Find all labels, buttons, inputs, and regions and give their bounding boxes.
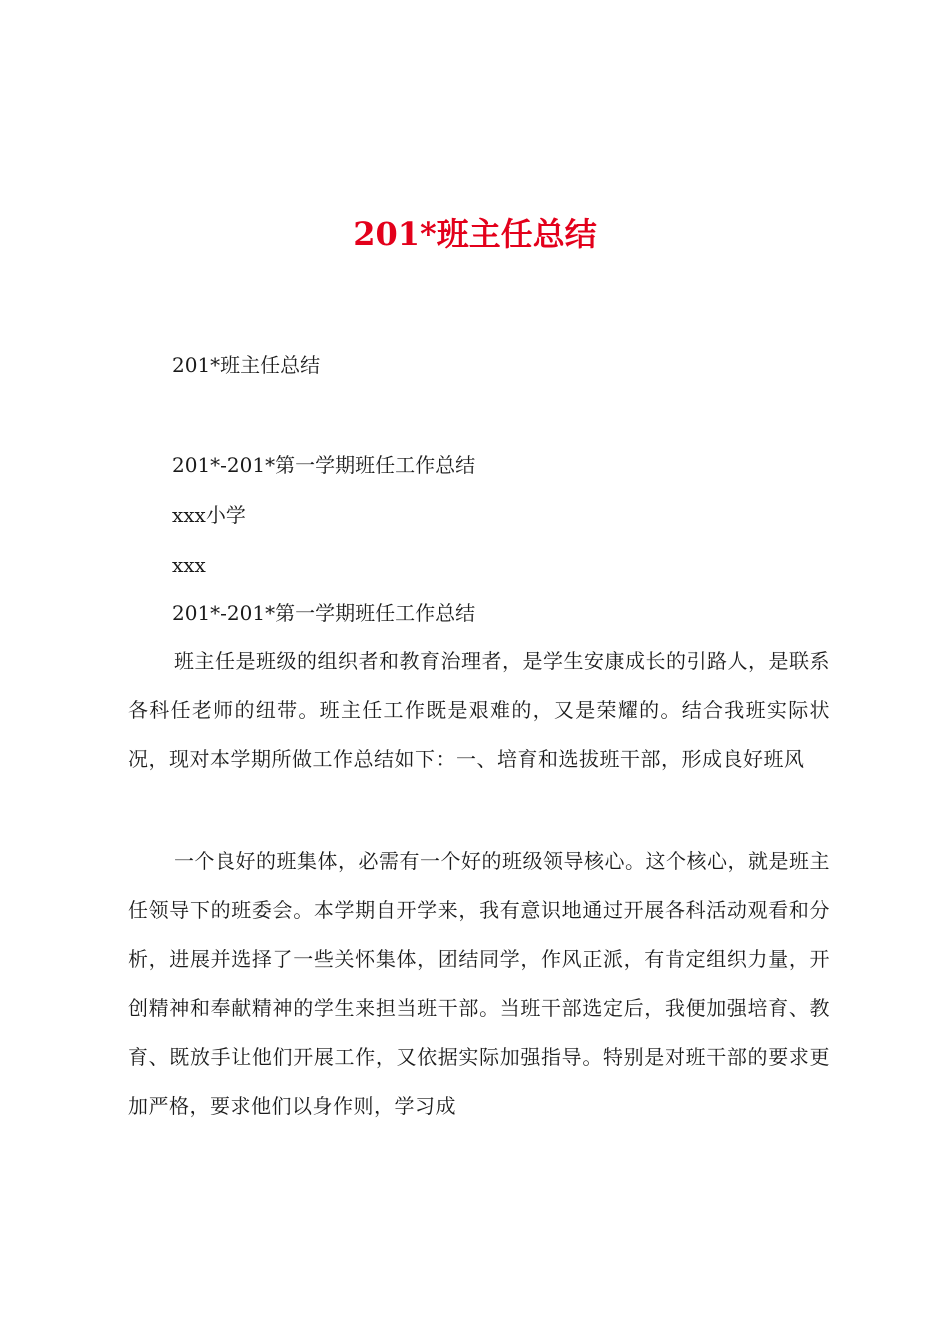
term-title-repeat: 201*-201*第一学期班任工作总结 — [172, 601, 476, 625]
term-title: 201*-201*第一学期班任工作总结 — [172, 453, 476, 477]
body-paragraph: 一个良好的班集体，必需有一个好的班级领导核心。这个核心，就是班主任领导下的班委会。本学期自开学来，我有意识地通过开展各科活动观看和分析，进展并选择了一些关怀集体，团结同学，作风正派，有肯定组织力量，开创精神和奉献精神的学生来担当班干部。当班干部选定后，我便加强培育、教育、既放手让他们开展工作，又依据实际加强指导。特别是对班干部的要求更加严格，要求他们以身作则，学习成 — [128, 849, 830, 1118]
document-title: 201*班主任总结 — [353, 215, 597, 253]
author-name: xxx — [172, 553, 206, 577]
school-name: xxx小学 — [172, 503, 246, 527]
document-heading: 201*班主任总结 — [172, 353, 321, 377]
body-paragraph: 班主任是班级的组织者和教育治理者，是学生安康成长的引路人，是联系各科任老师的纽带。班主任工作既是艰难的，又是荣耀的。结合我班实际状况，现对本学期所做工作总结如下：一、培育和选拔班干部，形成良好班风 — [128, 649, 830, 771]
